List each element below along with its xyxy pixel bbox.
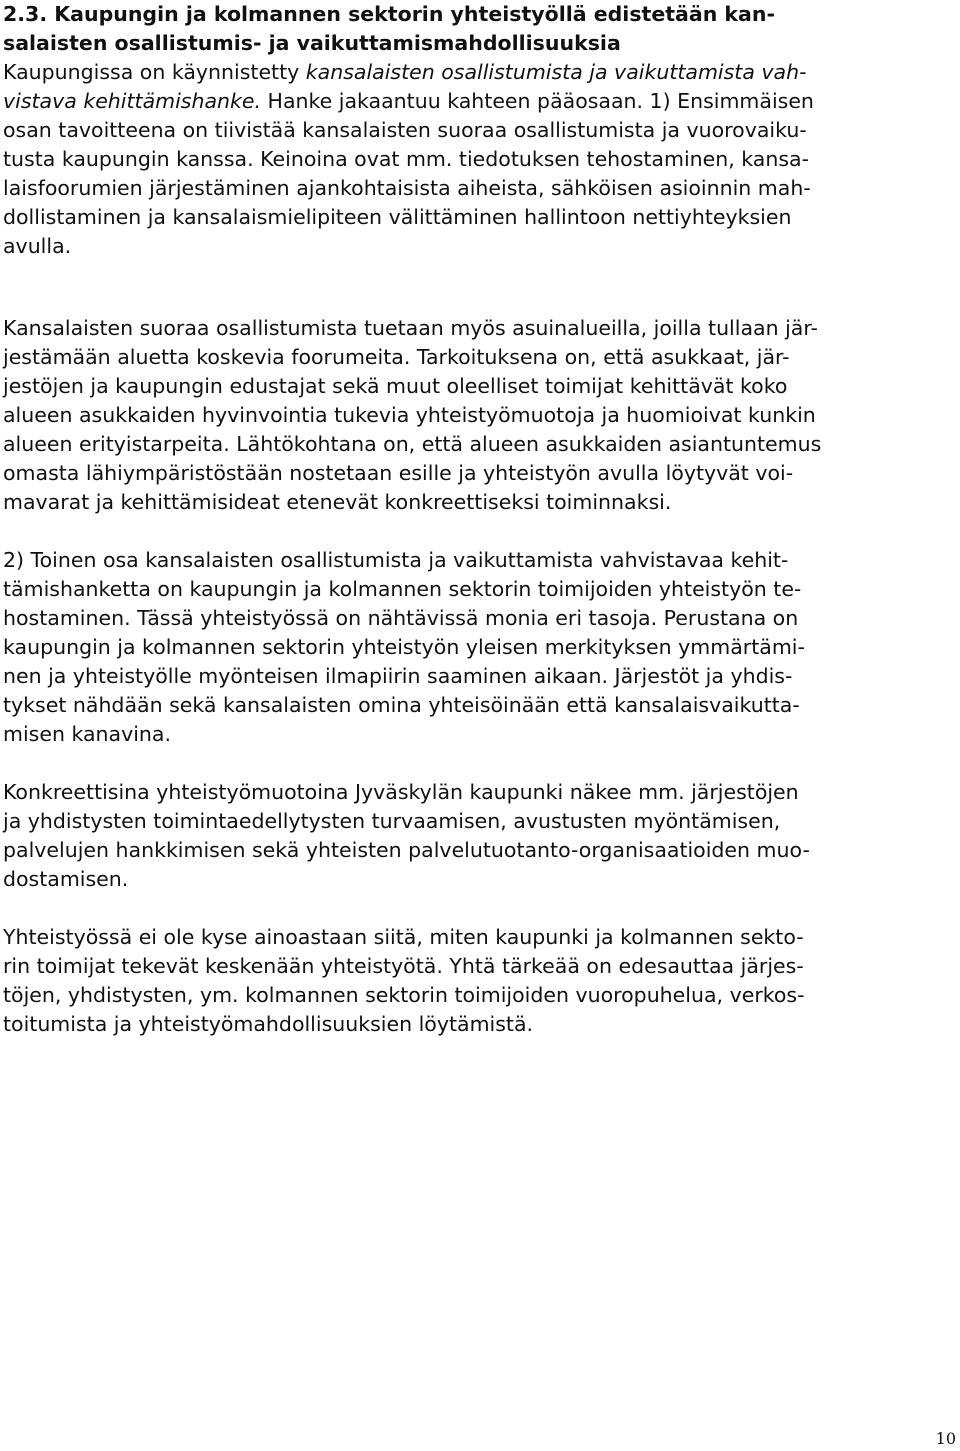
paragraph-line: jestämään aluetta koskevia foorumeita. Tarkoituksena on, että asukkaat, jär-: [3, 345, 790, 369]
paragraph-line: tämishanketta on kaupungin ja kolmannen sektorin toimijoiden yhteistyön te-: [3, 577, 802, 601]
heading-text-1: Kaupungin ja kolmannen sektorin yhteistyöllä edistetään kan-: [54, 2, 775, 26]
paragraph-line: tusta kaupungin kanssa. Keinoina ovat mm. tiedotuksen tehostaminen, kansa-: [3, 147, 809, 171]
text-run: Kaupungissa on käynnistetty: [3, 60, 306, 84]
paragraph-line: jestöjen ja kaupungin edustajat sekä muut oleelliset toimijat kehittävät koko: [3, 374, 788, 398]
paragraph-line: töjen, yhdistysten, ym. kolmannen sektorin toimijoiden vuoropuhelua, verkos-: [3, 983, 805, 1007]
paragraph-line: avulla.: [3, 234, 72, 258]
heading-line-1: [3, 0, 953, 29]
paragraph-line: omasta lähiympäristöstään nostetaan esille ja yhteistyön avulla löytyvät voi-: [3, 461, 794, 485]
paragraph-line: misen kanavina.: [3, 722, 171, 746]
paragraph-line: dostamisen.: [3, 867, 129, 891]
section-heading: [3, 0, 953, 58]
paragraph-line: mavarat ja kehittämisideat etenevät konkreettiseksi toiminnaksi.: [3, 490, 672, 514]
paragraph-4: [3, 778, 955, 894]
paragraph-line: alueen erityistarpeita. Lähtökohtana on, että alueen asukkaiden asiantuntemus: [3, 432, 822, 456]
paragraph-line: [3, 87, 955, 116]
paragraph-3: [3, 546, 955, 749]
paragraph-line: nen ja yhteistyölle myönteisen ilmapiirin saaminen aikaan. Järjestöt ja yhdis-: [3, 664, 793, 688]
paragraph-5: [3, 923, 955, 1039]
paragraph-line: Konkreettisina yhteistyömuotoina Jyväskylän kaupunki näkee mm. järjestöjen: [3, 780, 799, 804]
paragraph-line: ja yhdistysten toimintaedellytysten turvaamisen, avustusten myöntämisen,: [3, 809, 781, 833]
paragraph-line: Yhteistyössä ei ole kyse ainoastaan siitä, miten kaupunki ja kolmannen sekto-: [3, 925, 804, 949]
paragraph-line: laisfoorumien järjestäminen ajankohtaisista aiheista, sähköisen asioinnin mah-: [3, 176, 811, 200]
paragraph-line: [3, 58, 955, 87]
italic-text-run: kansalaisten osallistumista ja vaikuttamista vah-: [305, 60, 807, 84]
heading-line-2: salaisten osallistumis- ja vaikuttamismahdollisuuksia: [3, 31, 621, 55]
paragraph-line: rin toimijat tekevät keskenään yhteistyötä. Yhtä tärkeää on edesauttaa järjes-: [3, 954, 804, 978]
page-number: 10: [935, 1429, 956, 1448]
paragraph-line: Kansalaisten suoraa osallistumista tuetaan myös asuinalueilla, joilla tullaan jär-: [3, 316, 818, 340]
paragraph-1: [3, 58, 955, 261]
paragraph-line: palvelujen hankkimisen sekä yhteisten palvelutuotanto-organisaatioiden muo-: [3, 838, 810, 862]
paragraph-2: [3, 314, 955, 517]
paragraph-line: toitumista ja yhteistyömahdollisuuksien löytämistä.: [3, 1012, 534, 1036]
text-run: Hanke jakaantuu kahteen pääosaan. 1) Ensimmäisen: [261, 89, 814, 113]
paragraph-line: hostaminen. Tässä yhteistyössä on nähtävissä monia eri tasoja. Perustana on: [3, 606, 799, 630]
paragraph-line: kaupungin ja kolmannen sektorin yhteistyön yleisen merkityksen ymmärtämi-: [3, 635, 805, 659]
italic-text-run: vistava kehittämishanke.: [3, 89, 262, 113]
paragraph-line: alueen asukkaiden hyvinvointia tukevia yhteistyömuotoja ja huomioivat kunkin: [3, 403, 816, 427]
section-number: 2.3.: [3, 2, 48, 26]
paragraph-line: osan tavoitteena on tiivistää kansalaisten suoraa osallistumista ja vuorovaiku-: [3, 118, 807, 142]
paragraph-line: dollistaminen ja kansalaismielipiteen välittäminen hallintoon nettiyhteyksien: [3, 205, 792, 229]
paragraph-line: tykset nähdään sekä kansalaisten omina yhteisöinään että kansalaisvaikutta-: [3, 693, 800, 717]
paragraph-line: 2) Toinen osa kansalaisten osallistumista ja vaikuttamista vahvistavaa kehit-: [3, 548, 789, 572]
